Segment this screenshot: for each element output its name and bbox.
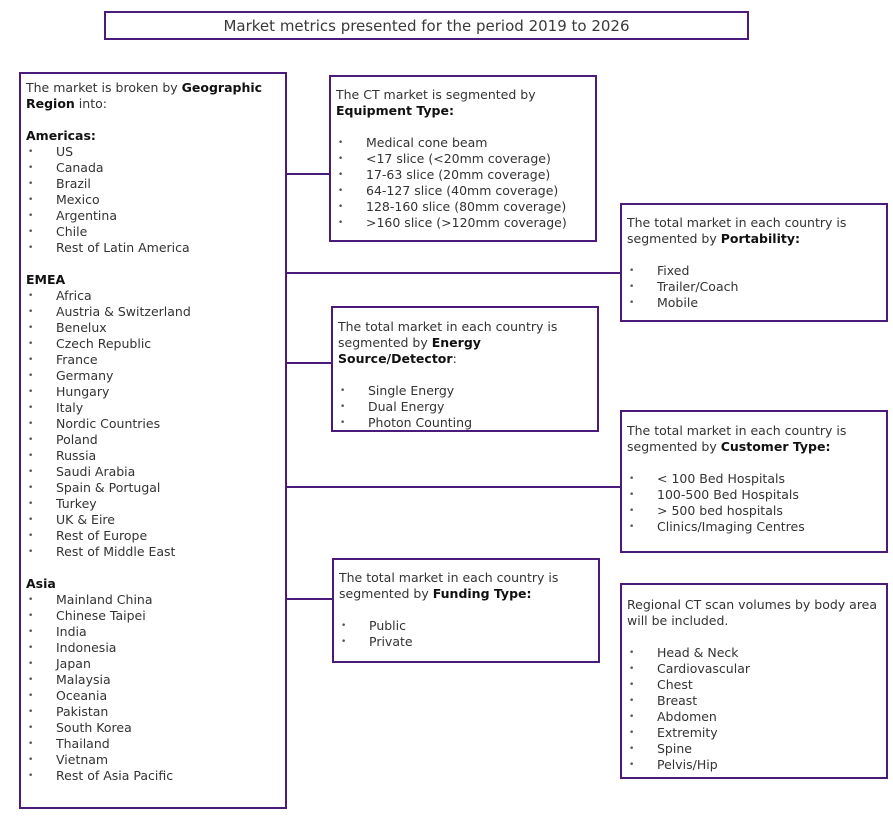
title-box — [104, 11, 749, 40]
connector-customer — [286, 486, 621, 488]
funding-type-box — [332, 558, 600, 663]
funding-intro: The total market in each country is segmented by Funding Type: — [339, 570, 559, 601]
country-item: • Mainland China — [26, 592, 285, 608]
geographic-region-box — [19, 72, 287, 809]
country-item: • South Korea — [26, 720, 285, 736]
list-item: • Spine — [627, 741, 886, 757]
funding-list — [339, 618, 598, 650]
portability-box — [620, 203, 888, 322]
equipment-type-box — [329, 75, 597, 242]
list-item: • Single Energy — [338, 383, 597, 399]
equipment-list — [336, 135, 595, 231]
region-heading: Americas: — [26, 128, 96, 143]
country-item: • France — [26, 352, 285, 368]
customer-type-box — [620, 410, 888, 553]
country-item: • Thailand — [26, 736, 285, 752]
equipment-intro: The CT market is segmented by Equipment Type: — [336, 87, 536, 118]
list-item: • 17-63 slice (20mm coverage) — [336, 167, 595, 183]
country-item: • Rest of Latin America — [26, 240, 285, 256]
country-item: • Germany — [26, 368, 285, 384]
country-item: • Benelux — [26, 320, 285, 336]
country-item: • Rest of Middle East — [26, 544, 285, 560]
list-item: • Dual Energy — [338, 399, 597, 415]
body-area-box — [620, 583, 888, 779]
list-item: • Clinics/Imaging Centres — [627, 519, 886, 535]
list-item: • Head & Neck — [627, 645, 886, 661]
list-item: • Breast — [627, 693, 886, 709]
list-item: • Medical cone beam — [336, 135, 595, 151]
list-item: • 128-160 slice (80mm coverage) — [336, 199, 595, 215]
country-item: • Italy — [26, 400, 285, 416]
geo-intro: The market is broken by Geographic Region into: — [26, 80, 263, 111]
country-item: • Africa — [26, 288, 285, 304]
energy-source-box — [331, 306, 599, 432]
country-item: • Pakistan — [26, 704, 285, 720]
country-item: • Spain & Portugal — [26, 480, 285, 496]
country-item: • Czech Republic — [26, 336, 285, 352]
country-item: • US — [26, 144, 285, 160]
list-item: • Photon Counting — [338, 415, 597, 431]
list-item: • Mobile — [627, 295, 886, 311]
country-item: • Oceania — [26, 688, 285, 704]
country-item: • Poland — [26, 432, 285, 448]
region-heading: Asia — [26, 576, 56, 591]
list-item: • 100-500 Bed Hospitals — [627, 487, 886, 503]
diagram-title: Market metrics presented for the period 2019 to 2026 — [223, 16, 630, 35]
country-item: • Brazil — [26, 176, 285, 192]
country-item: • Hungary — [26, 384, 285, 400]
country-item: • Canada — [26, 160, 285, 176]
connector-equipment — [286, 173, 330, 175]
geo-regions — [26, 128, 285, 784]
country-item: • Saudi Arabia — [26, 464, 285, 480]
country-item: • Rest of Asia Pacific — [26, 768, 285, 784]
country-item: • Chinese Taipei — [26, 608, 285, 624]
country-item: • Malaysia — [26, 672, 285, 688]
list-item: • Pelvis/Hip — [627, 757, 886, 773]
connector-funding — [286, 598, 333, 600]
portability-intro: The total market in each country is segmented by Portability: — [627, 215, 847, 246]
list-item: • <17 slice (<20mm coverage) — [336, 151, 595, 167]
region-heading: EMEA — [26, 272, 66, 287]
customer-list — [627, 471, 886, 535]
country-item: • Indonesia — [26, 640, 285, 656]
list-item: • Cardiovascular — [627, 661, 886, 677]
list-item: • Trailer/Coach — [627, 279, 886, 295]
list-item: • >160 slice (>120mm coverage) — [336, 215, 595, 231]
list-item: • Abdomen — [627, 709, 886, 725]
body-area-intro: Regional CT scan volumes by body area will be included. — [627, 597, 878, 628]
list-item: • > 500 bed hospitals — [627, 503, 886, 519]
list-item: • Extremity — [627, 725, 886, 741]
country-item: • India — [26, 624, 285, 640]
list-item: • Chest — [627, 677, 886, 693]
region-country-list — [26, 592, 285, 784]
portability-list — [627, 263, 886, 311]
country-item: • Vietnam — [26, 752, 285, 768]
country-item: • Austria & Switzerland — [26, 304, 285, 320]
connector-portability — [286, 272, 621, 274]
list-item: • 64-127 slice (40mm coverage) — [336, 183, 595, 199]
country-item: • Rest of Europe — [26, 528, 285, 544]
list-item: • Fixed — [627, 263, 886, 279]
country-item: • UK & Eire — [26, 512, 285, 528]
country-item: • Turkey — [26, 496, 285, 512]
region-country-list — [26, 288, 285, 560]
region-gap — [26, 256, 285, 272]
customer-intro: The total market in each country is segmented by Customer Type: — [627, 423, 847, 454]
list-item: • < 100 Bed Hospitals — [627, 471, 886, 487]
country-item: • Mexico — [26, 192, 285, 208]
country-item: • Argentina — [26, 208, 285, 224]
connector-energy — [286, 362, 332, 364]
region-country-list — [26, 144, 285, 256]
body-area-list — [627, 645, 886, 773]
country-item: • Russia — [26, 448, 285, 464]
energy-list — [338, 383, 597, 431]
list-item: • Public — [339, 618, 598, 634]
country-item: • Nordic Countries — [26, 416, 285, 432]
country-item: • Chile — [26, 224, 285, 240]
energy-intro: The total market in each country is segmented by Energy Source/Detector: — [338, 319, 558, 366]
region-gap — [26, 560, 285, 576]
list-item: • Private — [339, 634, 598, 650]
country-item: • Japan — [26, 656, 285, 672]
